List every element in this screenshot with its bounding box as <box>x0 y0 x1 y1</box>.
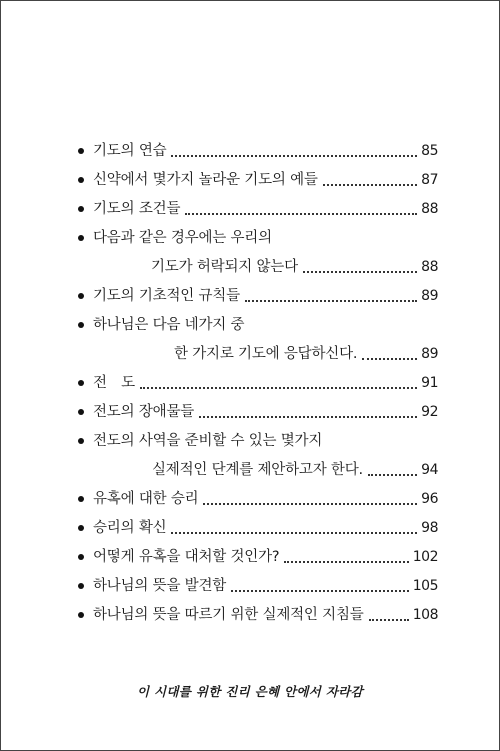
toc-entry-page: 91 <box>421 375 438 391</box>
toc-entry <box>76 487 438 511</box>
toc-entry <box>76 226 438 250</box>
toc-entry-title: 어떻게 유혹을 대처할 것인가? <box>93 549 280 565</box>
bullet-icon <box>78 612 84 618</box>
dot-leader <box>303 270 417 273</box>
toc-entry-title: 하나님의 뜻을 발견함 <box>93 578 227 594</box>
dot-leader <box>231 589 409 592</box>
toc-entry <box>76 603 438 627</box>
toc-entry-title: 승리의 확신 <box>93 520 167 536</box>
toc-entry-page: 94 <box>421 462 438 478</box>
dot-leader <box>185 212 417 215</box>
toc-entry-page: 88 <box>421 201 438 217</box>
bullet-icon <box>78 293 84 299</box>
toc-entry-page: 89 <box>421 288 438 304</box>
toc-entry-continuation <box>76 458 438 482</box>
toc-entry-continuation <box>76 255 438 279</box>
bullet-icon <box>78 525 84 531</box>
toc-entry <box>76 284 438 308</box>
toc-entry <box>76 371 438 395</box>
toc-entry <box>76 545 438 569</box>
dot-leader <box>203 502 417 505</box>
dot-leader <box>199 415 417 418</box>
dot-leader <box>140 386 417 389</box>
toc-entry-continuation-text: 한 가지로 기도에 응답하신다. <box>174 346 358 362</box>
toc-entry-title: 기도의 기초적인 규칙들 <box>93 288 240 304</box>
toc-entry-page: 92 <box>421 404 438 420</box>
toc-entry-title: 유혹에 대한 승리 <box>93 491 199 507</box>
toc-entry-title: 신약에서 몇가지 놀라운 기도의 예들 <box>93 172 318 188</box>
dot-leader <box>323 183 417 186</box>
toc-entry-page: 89 <box>421 346 438 362</box>
dot-leader <box>362 357 417 360</box>
toc-entry-page: 85 <box>421 143 438 159</box>
toc-entry <box>76 168 438 192</box>
bullet-icon <box>78 583 84 589</box>
bullet-icon <box>78 554 84 560</box>
toc-entry-title: 하나님의 뜻을 따르기 위한 실제적인 지침들 <box>93 607 364 623</box>
bullet-icon <box>78 235 84 241</box>
toc-entry-title: 기도의 연습 <box>93 143 167 159</box>
toc-entry-title: 기도의 조건들 <box>93 201 181 217</box>
toc-entry <box>76 574 438 598</box>
toc-entry <box>76 516 438 540</box>
toc-entry-page: 105 <box>412 578 438 594</box>
toc-entry-title: 전 도 <box>93 375 135 391</box>
dot-leader <box>171 531 417 534</box>
toc-entry-continuation-text: 기도가 허락되지 않는다 <box>151 259 298 275</box>
bullet-icon <box>78 206 84 212</box>
toc-entry-title: 하나님은 다음 네가지 중 <box>93 317 245 333</box>
bullet-icon <box>78 438 84 444</box>
toc-entry-page: 98 <box>421 520 438 536</box>
dot-leader <box>245 299 417 302</box>
bullet-icon <box>78 409 84 415</box>
bullet-icon <box>78 177 84 183</box>
bullet-icon <box>78 496 84 502</box>
toc-entry <box>76 429 438 453</box>
toc-entry-title: 다음과 같은 경우에는 우리의 <box>93 230 272 246</box>
toc-entry-continuation <box>76 342 438 366</box>
toc-entry-page: 102 <box>412 549 438 565</box>
toc-entry <box>76 313 438 337</box>
toc-entry <box>76 400 438 424</box>
toc-entry-title: 전도의 장애물들 <box>93 404 195 420</box>
dot-leader <box>284 560 408 563</box>
toc-entry-page: 87 <box>421 172 438 188</box>
toc-entry-page: 96 <box>421 491 438 507</box>
toc-entry <box>76 197 438 221</box>
toc-entry <box>76 139 438 163</box>
bullet-icon <box>78 380 84 386</box>
toc-entry-page: 108 <box>412 607 438 623</box>
toc-entry-continuation-text: 실제적인 단계를 제안하고자 한다. <box>152 462 363 478</box>
bullet-icon <box>78 322 84 328</box>
toc-entry-title: 전도의 사역을 준비할 수 있는 몇가지 <box>93 433 323 449</box>
dot-leader <box>171 154 417 157</box>
book-footer-title: 이 시대를 위한 진리 은혜 안에서 자라감 <box>137 684 363 699</box>
toc-entry-page: 88 <box>421 259 438 275</box>
dot-leader <box>368 473 417 476</box>
dot-leader <box>369 618 409 621</box>
bullet-icon <box>78 148 84 154</box>
